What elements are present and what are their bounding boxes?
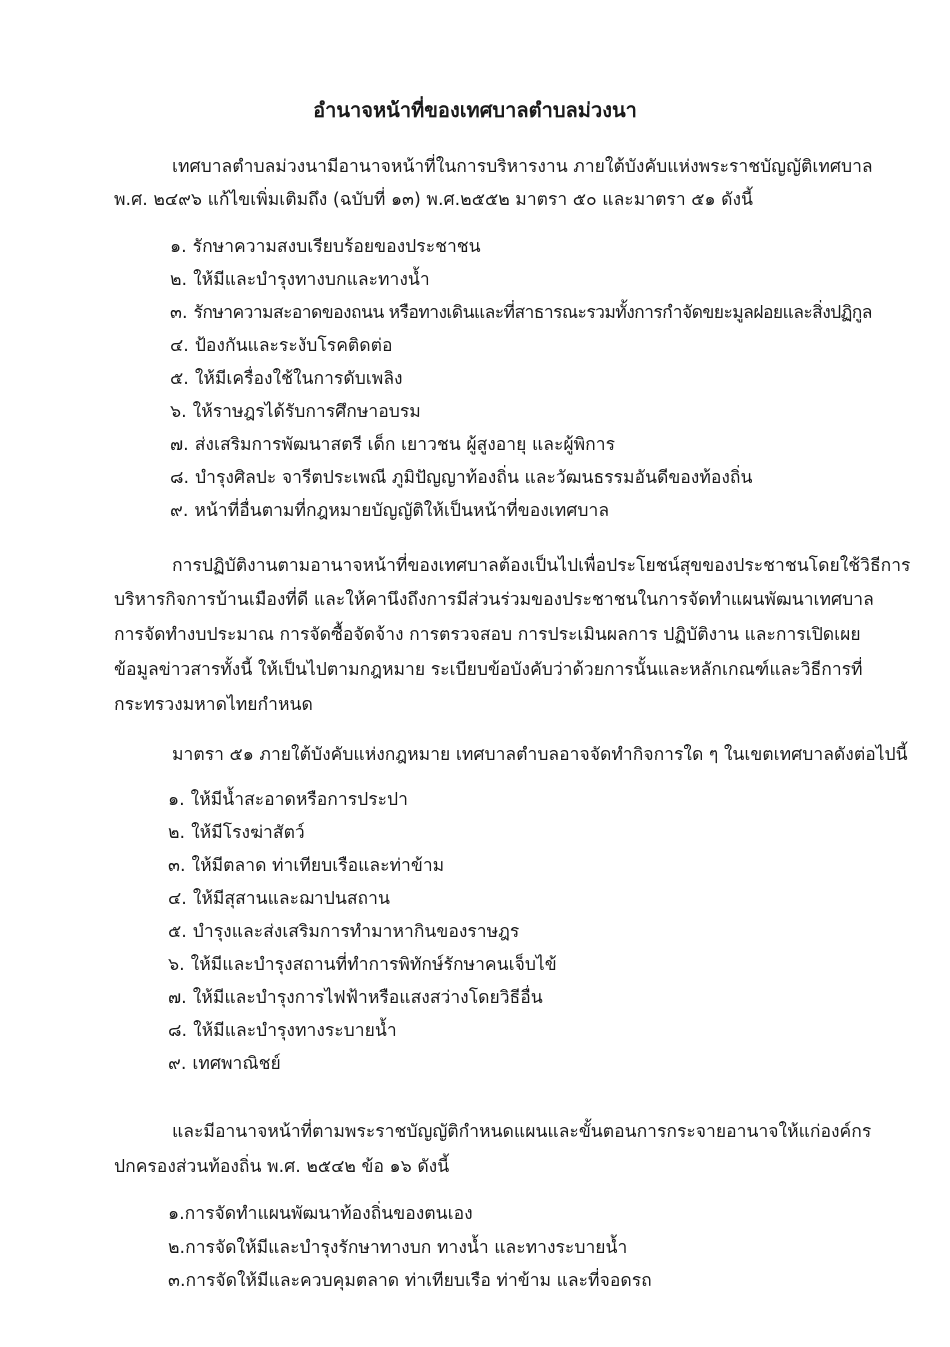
- list-item: ๑. ให้มีน้ำสะอาดหรือการประปา: [168, 790, 408, 810]
- list-item: ๒. ให้มีโรงฆ่าสัตว์: [168, 823, 305, 843]
- practice-line-3: การจัดทำงบประมาณ การจัดซื้อจัดจ้าง การตรวจสอบ การประเมินผลการ ปฏิบัติงาน และการเปิดเผย: [114, 625, 861, 645]
- list-item: ๙. หน้าที่อื่นตามที่กฎหมายบัญญัติให้เป็นหน้าที่ของเทศบาล: [170, 501, 610, 521]
- list-item: ๙. เทศพาณิชย์: [168, 1054, 281, 1074]
- list-item: ๑.การจัดทำแผนพัฒนาท้องถิ่นของตนเอง: [168, 1204, 473, 1224]
- list-item: ๑. รักษาความสงบเรียบร้อยของประชาชน: [170, 237, 481, 257]
- list-item: ๕. ให้มีเครื่องใช้ในการดับเพลิง: [170, 369, 403, 389]
- practice-line-1: การปฏิบัติงานตามอานาจหน้าที่ของเทศบาลต้องเป็นไปเพื่อประโยชน์สุขของประชาชนโดยใช้วิธีการ: [172, 556, 911, 576]
- list-item: ๗. ส่งเสริมการพัฒนาสตรี เด็ก เยาวชน ผู้สูงอายุ และผู้พิการ: [170, 435, 615, 455]
- list-item: ๓. ให้มีตลาด ท่าเทียบเรือและท่าข้าม: [168, 856, 445, 876]
- section51-intro: มาตรา ๕๑ ภายใต้บังคับแห่งกฎหมาย เทศบาลตำบลอาจจัดทำกิจการใด ๆ ในเขตเทศบาลดังต่อไปนี้: [172, 745, 908, 765]
- list-item: ๘. บำรุงศิลปะ จารีตประเพณี ภูมิปัญญาท้องถิ่น และวัฒนธรรมอันดีของท้องถิ่น: [170, 468, 753, 488]
- list-item: ๗. ให้มีและบำรุงการไฟฟ้าหรือแสงสว่างโดยวิธีอื่น: [168, 988, 543, 1008]
- list-item: ๓.การจัดให้มีและควบคุมตลาด ท่าเทียบเรือ ท่าข้าม และที่จอดรถ: [168, 1271, 652, 1291]
- decentral-line-1: และมีอานาจหน้าที่ตามพระราชบัญญัติกำหนดแผนและขั้นตอนการกระจายอานาจให้แก่องค์กร: [172, 1122, 872, 1142]
- list-item: ๒. ให้มีและบำรุงทางบกและทางน้ำ: [170, 270, 430, 290]
- practice-line-5: กระทรวงมหาดไทยกำหนด: [114, 695, 313, 715]
- list-item: ๔. ให้มีสุสานและฌาปนสถาน: [168, 889, 390, 909]
- list-item: ๖. ให้ราษฎรได้รับการศึกษาอบรม: [170, 402, 421, 422]
- practice-line-4: ข้อมูลข่าวสารทั้งนี้ ให้เป็นไปตามกฎหมาย ระเบียบข้อบังคับว่าด้วยการนั้นและหลักเกณฑ์และวิธีการที่: [114, 660, 863, 680]
- practice-line-2: บริหารกิจการบ้านเมืองที่ดี และให้คานึงถึงการมีส่วนร่วมของประชาชนในการจัดทำแผนพัฒนาเทศบาล: [114, 590, 874, 610]
- list-item: ๘. ให้มีและบำรุงทางระบายน้ำ: [168, 1021, 397, 1041]
- list-item: ๔. ป้องกันและระงับโรคติดต่อ: [170, 336, 393, 356]
- intro-line-2: พ.ศ. ๒๔๙๖ แก้ไขเพิ่มเติมถึง (ฉบับที่ ๑๓) พ.ศ.๒๕๕๒ มาตรา ๕๐ และมาตรา ๕๑ ดังนี้: [114, 190, 754, 210]
- list-item: ๖. ให้มีและบำรุงสถานที่ทำการพิทักษ์รักษาคนเจ็บไข้: [168, 955, 557, 975]
- list-item: ๓. รักษาความสะอาดของถนน หรือทางเดินและที่สาธารณะรวมทั้งการกำจัดขยะมูลฝอยและสิ่งปฏิกูล: [170, 303, 872, 323]
- list-item: ๕. บำรุงและส่งเสริมการทำมาหากินของราษฎร: [168, 922, 520, 942]
- decentral-line-2: ปกครองส่วนท้องถิ่น พ.ศ. ๒๕๔๒ ข้อ ๑๖ ดังนี้: [114, 1157, 450, 1177]
- intro-line-1: เทศบาลตำบลม่วงนามีอานาจหน้าที่ในการบริหารงาน ภายใต้บังคับแห่งพระราชบัญญัติเทศบาล: [172, 157, 873, 177]
- list-item: ๒.การจัดให้มีและบำรุงรักษาทางบก ทางน้ำ และทางระบายน้ำ: [168, 1238, 628, 1258]
- page-title: อำนาจหน้าที่ของเทศบาลตำบลม่วงนา: [313, 98, 637, 122]
